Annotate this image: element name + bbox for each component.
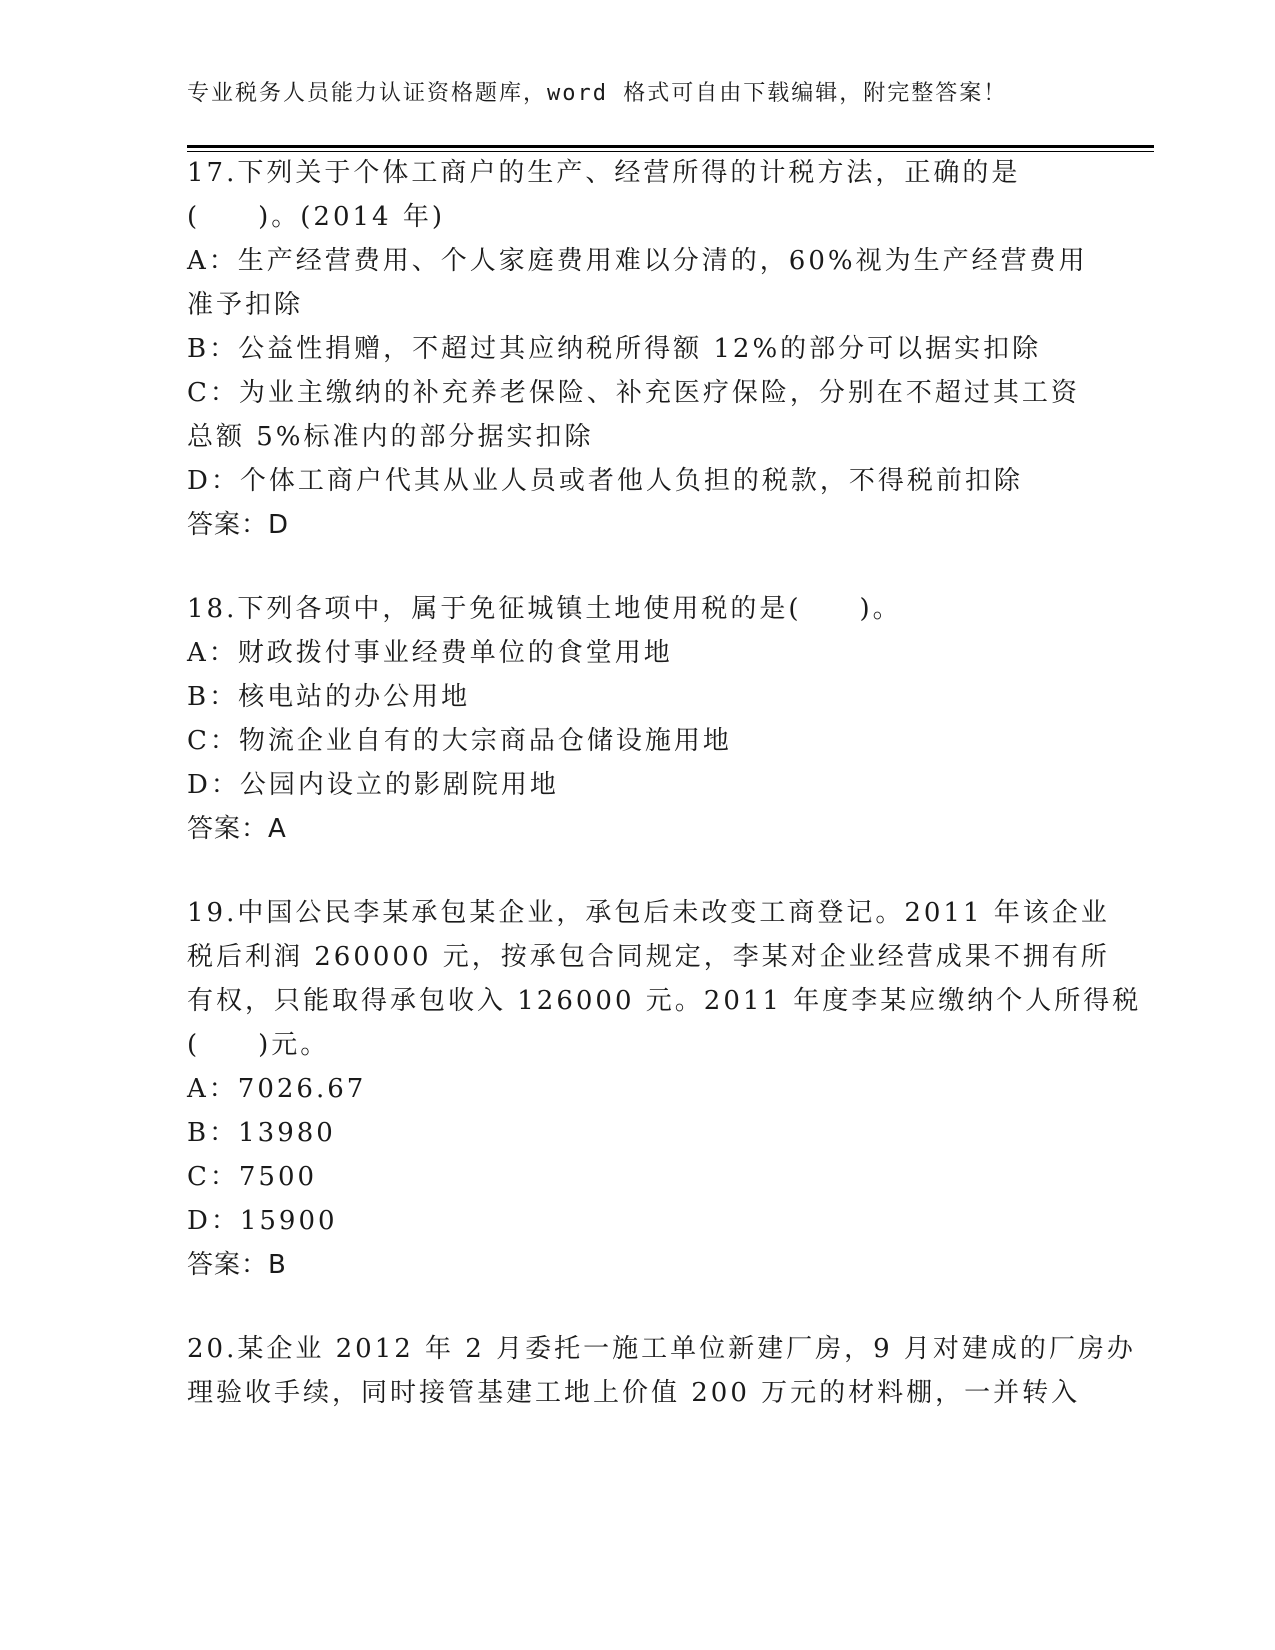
question-17-option-a-line-1: A：生产经营费用、个人家庭费用难以分清的，60%视为生产经营费用 [187,246,1088,276]
question-17-option-c-line-2: 总额 5%标准内的部分据实扣除 [187,422,594,452]
question-19-option-a: A：7026.67 [187,1074,367,1104]
question-19-stem-line-2: 税后利润 260000 元，按承包合同规定，李某对企业经营成果不拥有所 [187,942,1110,972]
header-divider-thin [187,151,1154,152]
question-17-option-a-line-2: 准予扣除 [187,290,304,320]
question-17-option-d: D：个体工商户代其从业人员或者他人负担的税款，不得税前扣除 [187,466,1023,496]
question-19-stem-line-1: 19.中国公民李某承包某企业，承包后未改变工商登记。2011 年该企业 [187,898,1110,928]
question-18-option-b: B：核电站的办公用地 [187,682,471,712]
question-18-stem: 18.下列各项中，属于免征城镇土地使用税的是( )。 [187,594,902,624]
question-17-option-c-line-1: C：为业主缴纳的补充养老保险、补充医疗保险，分别在不超过其工资 [187,378,1080,408]
question-20-stem-line-1: 20.某企业 2012 年 2 月委托一施工单位新建厂房，9 月对建成的厂房办 [187,1334,1136,1364]
question-19-stem-line-4: ( )元。 [187,1030,330,1060]
question-19-answer: 答案：B [187,1250,287,1280]
header-divider-thick [187,145,1154,148]
page-header: 专业税务人员能力认证资格题库，word 格式可自由下载编辑，附完整答案！ [187,81,1008,106]
question-17-option-b: B：公益性捐赠，不超过其应纳税所得额 12%的部分可以据实扣除 [187,334,1042,364]
question-19-option-d: D：15900 [187,1206,338,1236]
question-19-option-b: B：13980 [187,1118,336,1148]
question-19-stem-line-3: 有权，只能取得承包收入 126000 元。2011 年度李某应缴纳个人所得税 [187,986,1142,1016]
question-18-option-d: D：公园内设立的影剧院用地 [187,770,559,800]
question-17-stem-line-1: 17.下列关于个体工商户的生产、经营所得的计税方法，正确的是 [187,158,1021,188]
question-17-answer: 答案：D [187,510,290,540]
question-17-stem-line-2: ( )。(2014 年) [187,202,446,232]
question-18-option-a: A：财政拨付事业经费单位的食堂用地 [187,638,673,668]
question-19-option-c: C：7500 [187,1162,318,1192]
question-20-stem-line-2: 理验收手续，同时接管基建工地上价值 200 万元的材料棚，一并转入 [187,1378,1081,1408]
question-18-answer: 答案：A [187,814,287,844]
question-18-option-c: C：物流企业自有的大宗商品仓储设施用地 [187,726,732,756]
